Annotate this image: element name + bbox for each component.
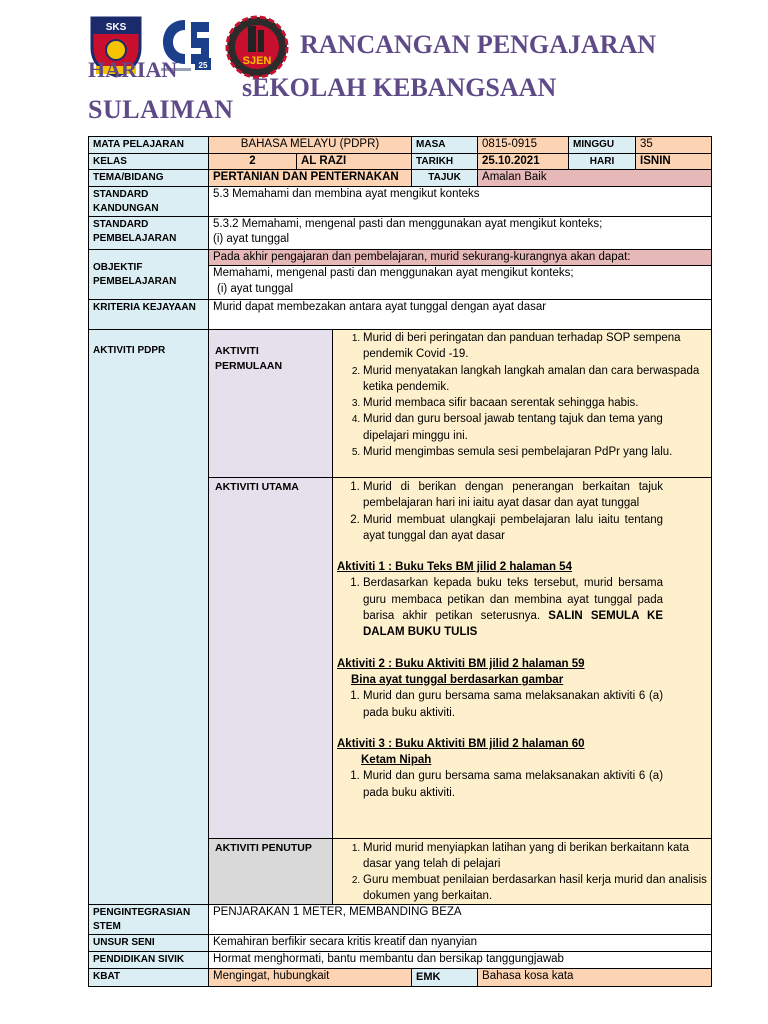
row-pendidikan-sivik	[89, 952, 712, 969]
row-kriteria	[89, 300, 712, 330]
penutup-item: 1. Murid murid menyiapkan latihan yang di berikan berkaitann kata dasar yang telah di pelajari	[363, 840, 707, 872]
aktiviti-penutup-label: AKTIVITI PENUTUP	[209, 839, 333, 905]
standard-pembelajaran-value	[209, 216, 712, 249]
masa-value: 0815-0915	[478, 137, 569, 154]
permulaan-item: 4. Murid dan guru bersoal jawab tentang tajuk dan tema yang dipelajari minggu ini.	[363, 411, 707, 444]
aktiviti1-title: Aktiviti 1 : Buku Teks BM jilid 2 halaman 54	[337, 561, 572, 574]
standard-kandungan-value: 5.3 Memahami dan membina ayat mengikut konteks	[209, 186, 712, 216]
mata-pelajaran-label: MATA PELAJARAN	[89, 137, 209, 154]
unsur-seni-label: UNSUR SENI	[89, 935, 209, 952]
utama-item: 2. Murid membuat ulangkaji pembelajaran lalu iaitu tentang ayat tunggal dan ayat dasar	[363, 512, 663, 545]
unsur-seni-value: Kemahiran berfikir secara kritis kreatif dan nyanyian	[209, 935, 712, 952]
hari-value: ISNIN	[636, 153, 712, 170]
objektif-line2: (i) ayat tunggal	[217, 282, 294, 295]
emk-label: EMK	[412, 969, 478, 987]
aktiviti-penutup-list	[333, 839, 712, 905]
objektif-intro: Pada akhir pengajaran dan pembelajaran, murid sekurang-kurangnya akan dapat:	[209, 249, 712, 266]
stem-label: PENGINTEGRASIAN STEM	[89, 905, 209, 935]
kriteria-label: KRITERIA KEJAYAAN	[89, 300, 209, 330]
objektif-line1: Memahami, mengenal pasti dan menggunakan ayat mengikut konteks;	[213, 267, 574, 279]
aktiviti3-title: Aktiviti 3 : Buku Aktiviti BM jilid 2 halaman 60	[337, 737, 585, 750]
aktiviti1-bold: SALIN SEMULA KE DALAM BUKU TULIS	[363, 610, 664, 639]
stem-value: PENJARAKAN 1 METER, MEMBANDING BEZA	[209, 905, 712, 935]
kriteria-value: Murid dapat membezakan antara ayat tunggal dengan ayat dasar	[209, 300, 712, 330]
header-title-line3: SULAIMAN	[88, 95, 234, 124]
permulaan-item: 5. Murid mengimbas semula sesi pembelajaran PdPr yang lalu.	[363, 444, 707, 460]
row-tema	[89, 170, 712, 187]
pendidikan-sivik-label: PENDIDIKAN SIVIK	[89, 952, 209, 969]
mata-pelajaran-value: BAHASA MELAYU (PDPR)	[209, 137, 412, 154]
tajuk-label: TAJUK	[412, 170, 478, 187]
header-title-line1: RANCANGAN PENGAJARAN	[300, 30, 657, 59]
aktiviti2-subtitle: Bina ayat tunggal berdasarkan gambar	[351, 673, 564, 686]
row-stem	[89, 905, 712, 935]
row-mata-pelajaran	[89, 137, 712, 154]
objektif-detail	[209, 266, 712, 300]
tarikh-label: TARIKH	[412, 153, 478, 170]
aktiviti-pdpr-label: AKTIVITI PDPR	[89, 330, 209, 905]
permulaan-item: 2. Murid menyatakan langkah langkah amalan dan cara berwaspada ketika pendemik.	[363, 363, 707, 396]
sp-line1: 5.3.2 Memahami, mengenal pasti dan menggunakan ayat mengikut konteks;	[213, 217, 603, 230]
row-standard-kandungan	[89, 186, 712, 216]
aktiviti-permulaan-list	[333, 330, 712, 478]
kelas-label: KELAS	[89, 153, 209, 170]
aktiviti2-title: Aktiviti 2 : Buku Aktiviti BM jilid 2 halaman 59	[337, 657, 585, 670]
masa-label: MASA	[412, 137, 478, 154]
header-ghost-text: HARIAN	[88, 57, 178, 82]
kbat-value: Mengingat, hubungkait	[209, 969, 412, 987]
tarikh-value: 25.10.2021	[478, 153, 569, 170]
minggu-label: MINGGU	[569, 137, 636, 154]
logo2-text: 25	[198, 61, 208, 70]
row-kelas	[89, 153, 712, 170]
penutup-item: 2. Guru membuat penilaian berdasarkan hasil kerja murid dan analisis dokumen yang berkaitan.	[363, 872, 707, 904]
permulaan-item: 3. Murid membaca sifir bacaan serentak sehingga habis.	[363, 395, 707, 411]
tema-value: PERTANIAN DAN PENTERNAKAN	[209, 170, 412, 187]
row-objektif-intro	[89, 249, 712, 266]
aktiviti-permulaan-label: AKTIVITI PERMULAAN	[209, 330, 333, 478]
kelas-number: 2	[209, 153, 297, 170]
logo3-text: SJEN	[242, 55, 272, 67]
row-unsur-seni	[89, 935, 712, 952]
aktiviti3-item: 1. Murid dan guru bersama sama melaksanakan aktiviti 6 (a) pada buku aktiviti.	[363, 768, 663, 801]
aktiviti1-text: Berdasarkan kepada buku teks tersebut, murid bersama guru membaca petikan dan membina ayat tunggal pada barisa akhir petikan seterusnya.	[363, 577, 664, 623]
aktiviti2-item: 1. Murid dan guru bersama sama melaksanakan aktiviti 6 (a) pada buku aktiviti.	[363, 688, 663, 721]
aktiviti-utama-content	[333, 478, 712, 839]
hari-label: HARI	[569, 153, 636, 170]
aktiviti3-subtitle: Ketam Nipah	[361, 754, 432, 767]
standard-pembelajaran-label: STANDARD PEMBELAJARAN	[89, 216, 209, 249]
kbat-label: KBAT	[89, 969, 209, 987]
tema-label: TEMA/BIDANG	[89, 170, 209, 187]
objektif-label: OBJEKTIF PEMBELAJARAN	[89, 249, 209, 300]
lesson-plan-table	[88, 136, 712, 987]
row-standard-pembelajaran	[89, 216, 712, 249]
emk-value: Bahasa kosa kata	[478, 969, 712, 987]
pendidikan-sivik-value: Hormat menghormati, bantu membantu dan bersikap tanggungjawab	[209, 952, 712, 969]
aktiviti-utama-label: AKTIVITI UTAMA	[209, 478, 333, 839]
minggu-value: 35	[636, 137, 712, 154]
kelas-name: AL RAZI	[297, 153, 412, 170]
header-title-line2: sEKOLAH KEBANGSAAN	[242, 73, 557, 102]
row-aktiviti-permulaan	[89, 330, 712, 478]
aktiviti1-item	[363, 575, 663, 640]
standard-kandungan-label: STANDARD KANDUNGAN	[89, 186, 209, 216]
logo1-text: SKS	[105, 22, 127, 33]
utama-item: 1. Murid di berikan dengan penerangan berkaitan tajuk pembelajaran hari ini iaitu ayat dasar dan ayat tunggal	[363, 479, 663, 512]
row-kbat	[89, 969, 712, 987]
tajuk-value: Amalan Baik	[478, 170, 712, 187]
gear-badge-logo	[222, 14, 292, 80]
permulaan-item: 1. Murid di beri peringatan dan panduan terhadap SOP sempena pendemik Covid -19.	[363, 330, 707, 363]
sp-line2: (i) ayat tunggal	[213, 233, 290, 245]
